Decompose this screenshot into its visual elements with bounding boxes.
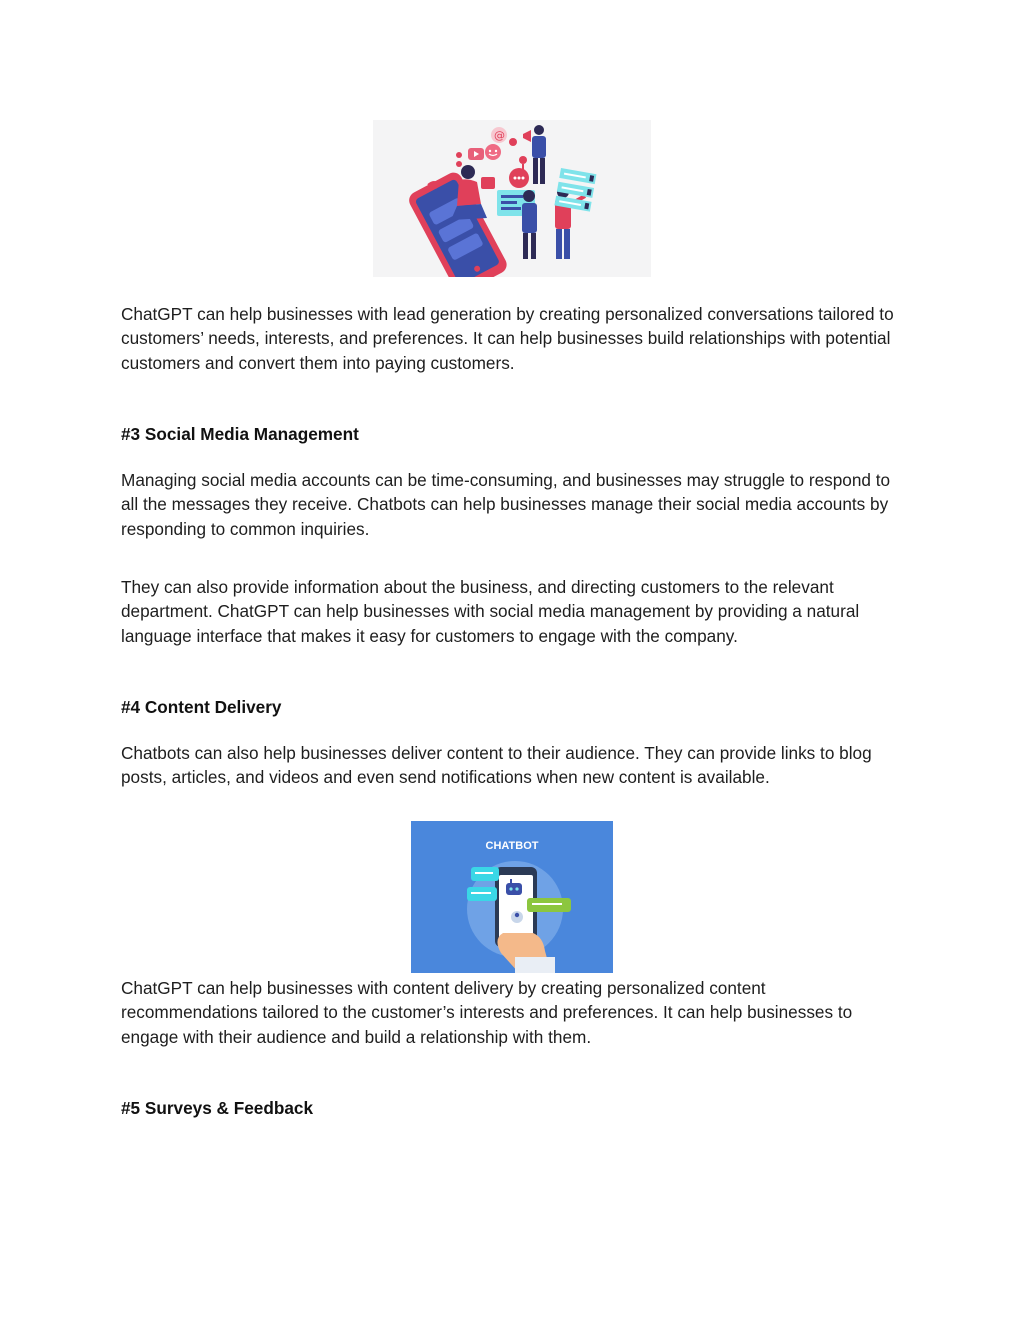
chatbot-phone-illustration-icon [411,821,613,973]
svg-text:@: @ [494,129,505,142]
content-delivery-heading: #4 Content Delivery [121,697,282,717]
surveys-feedback-heading: #5 Surveys & Feedback [121,1098,314,1118]
social-media-paragraph-1: Managing social media accounts can be time-consuming, and businesses may struggle to respond to all the messages they receive. Chatbots can help businesses manage their social media accounts by responding to common inquiries. [121,470,891,539]
content-delivery-paragraph-1: Chatbots can also help businesses deliver content to their audience. They can provide links to blog posts, articles, and videos and even send notifications when new content is available. [121,743,872,788]
social-media-paragraph-2: They can also provide information about the business, and directing customers to the relevant department. ChatGPT can help businesses with social media management by providing a natural language interface that makes it easy for customers to engage with the company. [121,577,860,646]
content-delivery-paragraph-2: ChatGPT can help businesses with content delivery by creating personalized content recommendations tailored to the customer’s interests and preferences. It can help businesses to engage with their audience and build a relationship with them. [121,978,853,1047]
chatbot-label: CHATBOT [485,840,539,852]
chatbot-illustration [411,821,613,973]
lead-generation-illustration [373,120,651,277]
social-media-heading: #3 Social Media Management [121,424,359,444]
marketing-illustration-icon [373,120,651,277]
lead-generation-paragraph: ChatGPT can help businesses with lead generation by creating personalized conversations tailored to customers’ needs, interests, and preferences. It can help businesses build relationships with potential customers and convert them into paying customers. [121,304,894,373]
